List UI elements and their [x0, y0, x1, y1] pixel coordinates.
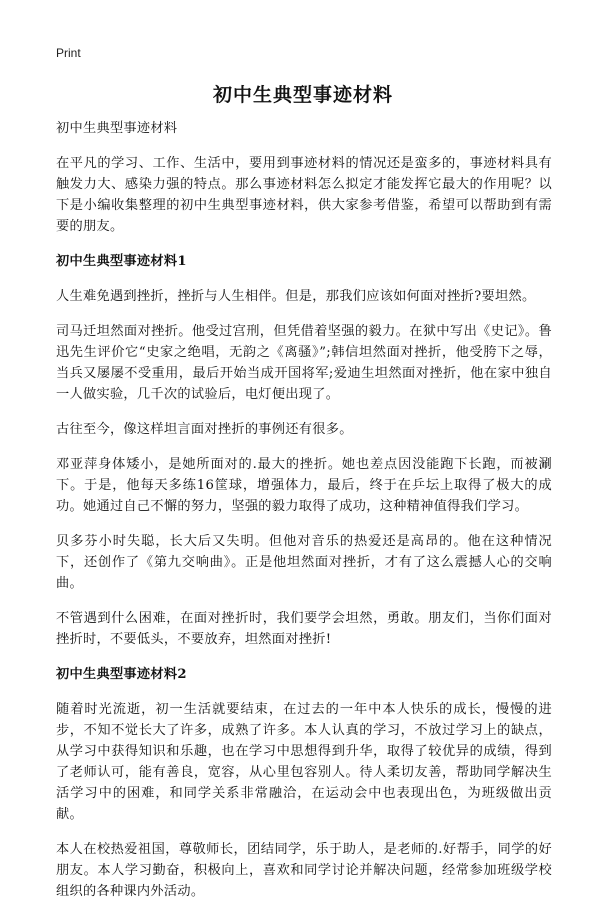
intro-paragraph: 在平凡的学习、工作、生活中，要用到事迹材料的情况还是蛮多的，事迹材料具有触发力大、感染力强的特点。那么事迹材料怎么拟定才能发挥它最大的作用呢？以下是小编收集整理的初中生典型事迹材料，供大家参考借鉴，希望可以帮助到有需要的朋友。	[56, 156, 552, 234]
section-2-paragraph: 随着时光流逝，初一生活就要结束，在过去的一年中本人快乐的成长，慢慢的进步，不知不觉长大了许多，成熟了许多。本人认真的学习，不放过学习上的缺点，从学习中获得知识和乐趣，也在学习中思想得到升华，取得了较优异的成绩，得到了老师认可，能有善良，宽容，从心里包容别人。待人柔切友善，帮助同学解决生活学习中的困难，和同学关系非常融洽，在运动会中也表现出色，为班级做出贡献。	[56, 702, 552, 822]
document-title: 初中生典型事迹材料	[212, 84, 393, 106]
document-subtitle: 初中生典型事迹材料	[56, 121, 178, 136]
print-link[interactable]: Print	[56, 46, 81, 60]
section-1-paragraph: 不管遇到什么困难，在面对挫折时，我们要学会坦然，勇敢。朋友们，当你们面对挫折时，不要低头，不要放弃，坦然面对挫折!	[56, 611, 552, 647]
section-1-paragraph: 人生难免遇到挫折，挫折与人生相伴。但是，那我们应该如何面对挫折?要坦然。	[56, 289, 536, 304]
section-1-paragraph: 邓亚萍身体矮小，是她所面对的.最大的挫折。她也差点因没能跑下长跑，而被涮下。于是，他每天多练16筐球，增强体力，最后，终于在乒坛上取得了极大的成功。她通过自己不懈的努力，坚强的毅力取得了成功，这种精神值得我们学习。	[56, 457, 552, 514]
section-heading-2: 初中生典型事迹材料2	[56, 667, 187, 682]
section-1-paragraph: 古往至今，像这样坦言面对挫折的事例还有很多。	[56, 422, 353, 437]
document-body	[56, 118, 552, 916]
section-2-paragraph: 本人在校热爱祖国，尊敬师长，团结同学，乐于助人，是老师的.好帮手，同学的好朋友。本人学习勤奋，积极向上，喜欢和同学讨论并解决问题，经常参加班级学校组织的各种课内外活动。	[56, 842, 552, 899]
section-heading-1: 初中生典型事迹材料1	[56, 254, 187, 269]
section-1-paragraph: 贝多芬小时失聪，长大后又失明。但他对音乐的热爱还是高昂的。他在这种情况下，还创作了《第九交响曲》。正是他坦然面对挫折，才有了这么震撼人心的交响曲。	[56, 534, 552, 591]
section-1-paragraph: 司马迁坦然面对挫折。他受过宫刑，但凭借着坚强的毅力。在狱中写出《史记》。鲁迅先生评价它“史家之绝唱，无韵之《离骚》”;韩信坦然面对挫折，他受胯下之辱，当兵又屡屡不受重用，最后开始当成开国将军;爱迪生坦然面对挫折，他在家中独自一人做实验，几千次的试验后，电灯便出现了。	[56, 324, 552, 402]
